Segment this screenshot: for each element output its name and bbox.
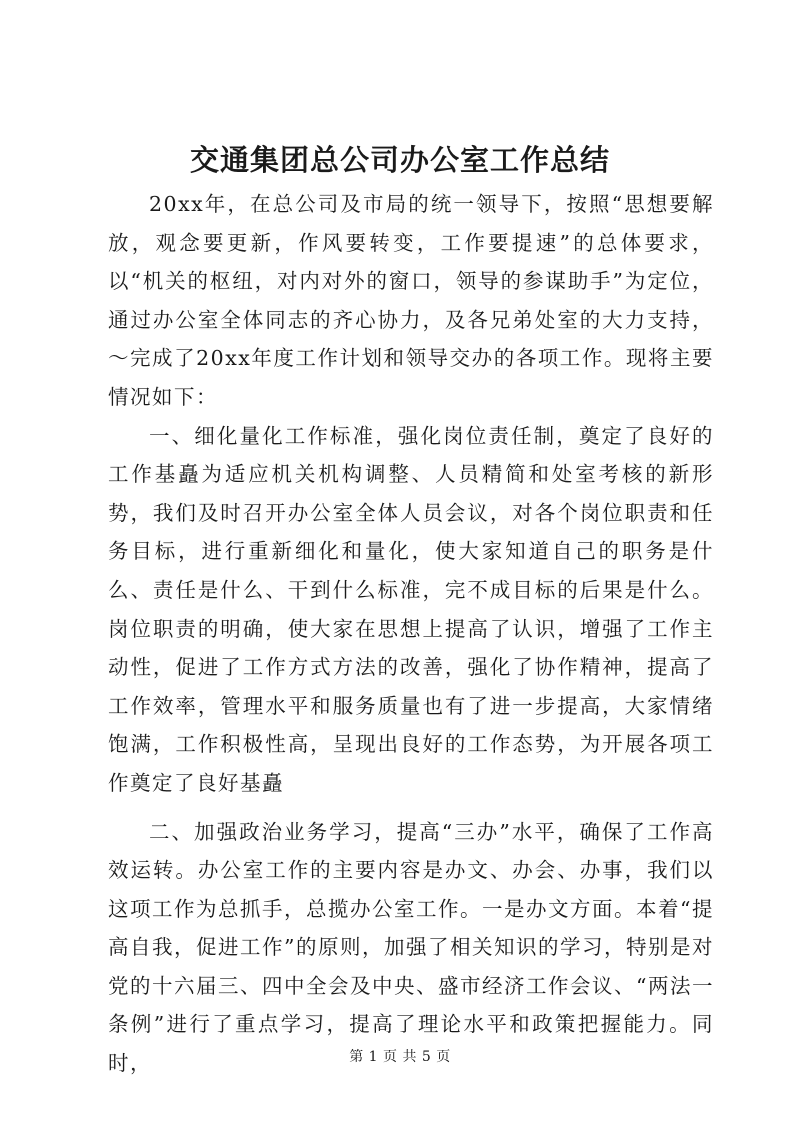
paragraph-section-1: 一、细化量化工作标准，强化岗位责任制，奠定了良好的工作基矗为适应机关机构调整、人员精简和处室考核的新形势，我们及时召开办公室全体人员会议，对各个岗位职责和任务目标，进行重新细化和量化，使大家知道自己的职务是什么、责任是什么、干到什么标准，完不成目标的后果是什么。岗位职责的明确，使大家在思想上提高了认识，增强了工作主动性，促进了工作方式方法的改善，强化了协作精神，提高了工作效率，管理水平和服务质量也有了进一步提高，大家情绪饱满，工作积极性高，呈现出良好的工作态势，为开展各项工作奠定了良好基矗 bbox=[108, 423, 714, 795]
document-body bbox=[108, 185, 714, 1083]
paragraph-section-2: 二、加强政治业务学习，提高“三办”水平，确保了工作高效运转。办公室工作的主要内容是办文、办会、办事，我们以这项工作为总抓手，总揽办公室工作。一是办文方面。本着“提高自我，促进工作”的原则，加强了相关知识的学习，特别是对党的十六届三、四中全会及中央、盛市经济工作会议、“两法一条例”进行了重点学习，提高了理论水平和政策把握能力。同时， bbox=[108, 819, 714, 1076]
paragraph-intro: 20xx年，在总公司及市局的统一领导下，按照“思想要解放，观念要更新，作风要转变，工作要提速”的总体要求，以“机关的枢纽，对内对外的窗口，领导的参谋助手”为定位，通过办公室全体同志的齐心协力，及各兄弟处室的大力支持，～完成了20xx年度工作计划和领导交办的各项工作。现将主要情况如下： bbox=[108, 192, 714, 409]
document-title: 交通集团总公司办公室工作总结 bbox=[189, 143, 610, 177]
page-number-footer: 第 1 页 共 5 页 bbox=[349, 1049, 451, 1065]
